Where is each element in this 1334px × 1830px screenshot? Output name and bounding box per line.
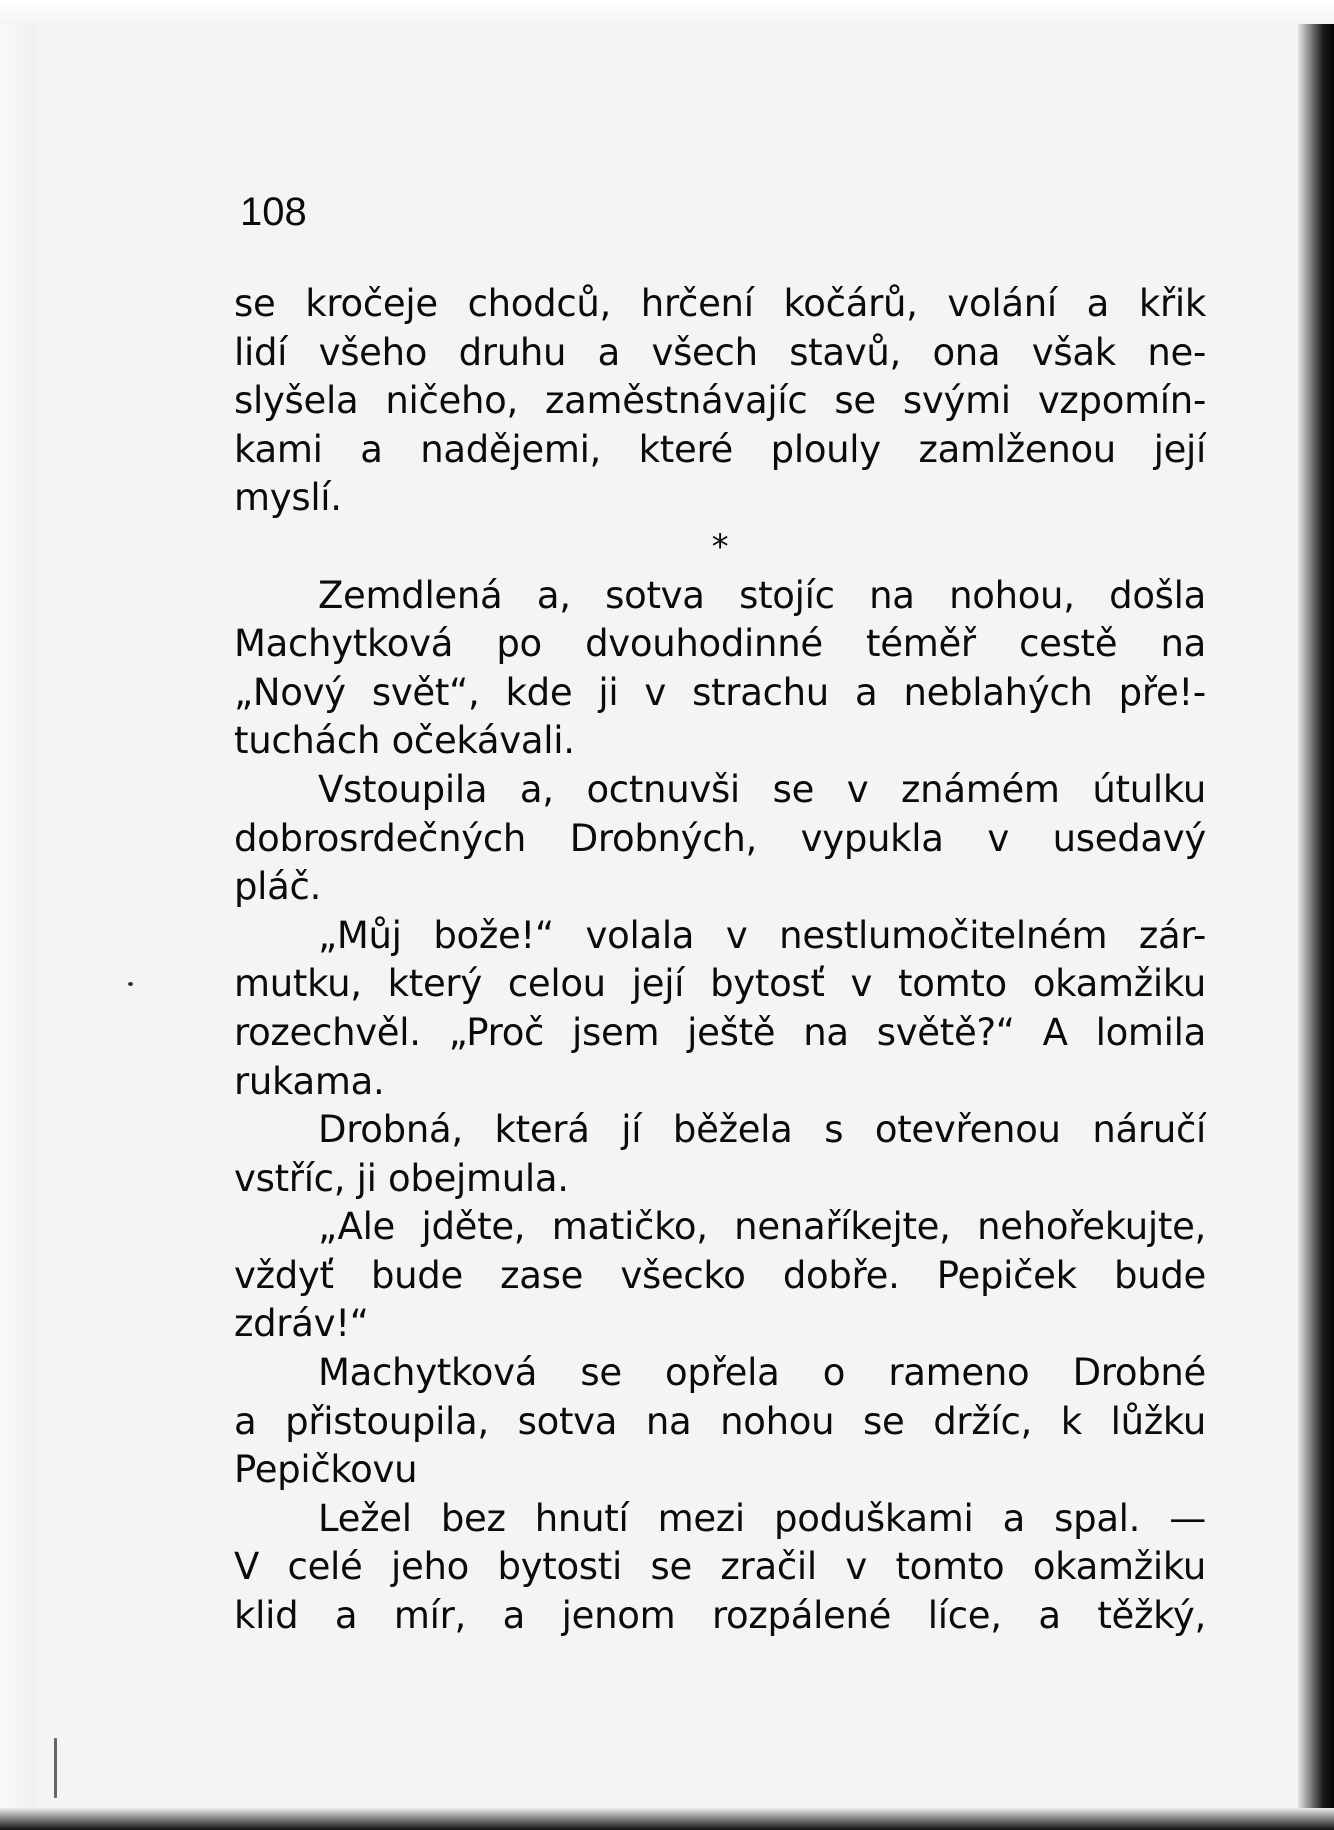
text-line: myslí. (234, 476, 342, 520)
text-line: slyšela ničeho, zaměstnávajíc se svými vzpomín- (234, 379, 1206, 423)
text-line: tuchách očekávali. (234, 719, 575, 763)
text-line: pláč. (234, 865, 322, 909)
text-line: Drobná, která jí běžela s otevřenou náručí (318, 1108, 1206, 1152)
text-line: Pepičkovu (234, 1448, 418, 1492)
scan-bottom-edge-shadow (0, 1808, 1334, 1830)
text-line: Machytková se opřela o rameno Drobné (318, 1351, 1206, 1395)
text-line: Vstoupila a, octnuvši se v známém útulku (318, 767, 1206, 811)
text-line: rozechvěl. „Proč jsem ještě na světě?“ A lomila (234, 1010, 1206, 1054)
section-separator-asterisk: * (711, 526, 729, 567)
page-number: 108 (240, 190, 307, 234)
text-line: klid a mír, a jenom rozpálené líce, a těžký, (234, 1594, 1206, 1638)
scan-right-edge-shadow (1298, 24, 1334, 1830)
text-line: Machytková po dvouhodinné téměř cestě na (234, 622, 1206, 666)
text-line: se kročeje chodců, hrčení kočárů, volání a křik (234, 282, 1206, 325)
text-line: lidí všeho druhu a všech stavů, ona však ne- (234, 330, 1206, 374)
text-line: Ležel bez hnutí mezi poduškami a spal. — (318, 1496, 1206, 1540)
text-line: dobrosrdečných Drobných, vypukla v usedavý (234, 816, 1206, 860)
scan-top-margin (0, 0, 1334, 24)
text-line: V celé jeho bytosti se zračil v tomto okamžiku (234, 1545, 1206, 1589)
text-line: „Můj bože!“ volala v nestlumočitelném zár- (318, 913, 1206, 957)
scan-speck (128, 982, 133, 986)
text-line: Zemdlená a, sotva stojíc na nohou, došla (318, 573, 1206, 617)
text-line: zdráv!“ (234, 1302, 369, 1346)
scan-speck (54, 1738, 57, 1798)
body-text (234, 280, 1206, 1641)
text-line: mutku, který celou její bytosť v tomto okamžiku (234, 962, 1206, 1006)
text-line: rukama. (234, 1059, 385, 1103)
text-line: vstříc, ji obejmula. (234, 1156, 569, 1200)
text-line: a přistoupila, sotva na nohou se držíc, k lůžku (234, 1399, 1206, 1443)
scan-left-margin (0, 0, 36, 1830)
text-line: „Nový svět“, kde ji v strachu a neblahých pře!- (234, 670, 1206, 714)
text-line: kami a nadějemi, které plouly zamlženou její (234, 427, 1206, 471)
text-line: „Ale jděte, matičko, nenaříkejte, nehořekujte, (318, 1205, 1206, 1249)
text-line: vždyť bude zase všecko dobře. Pepiček bude (234, 1253, 1206, 1297)
